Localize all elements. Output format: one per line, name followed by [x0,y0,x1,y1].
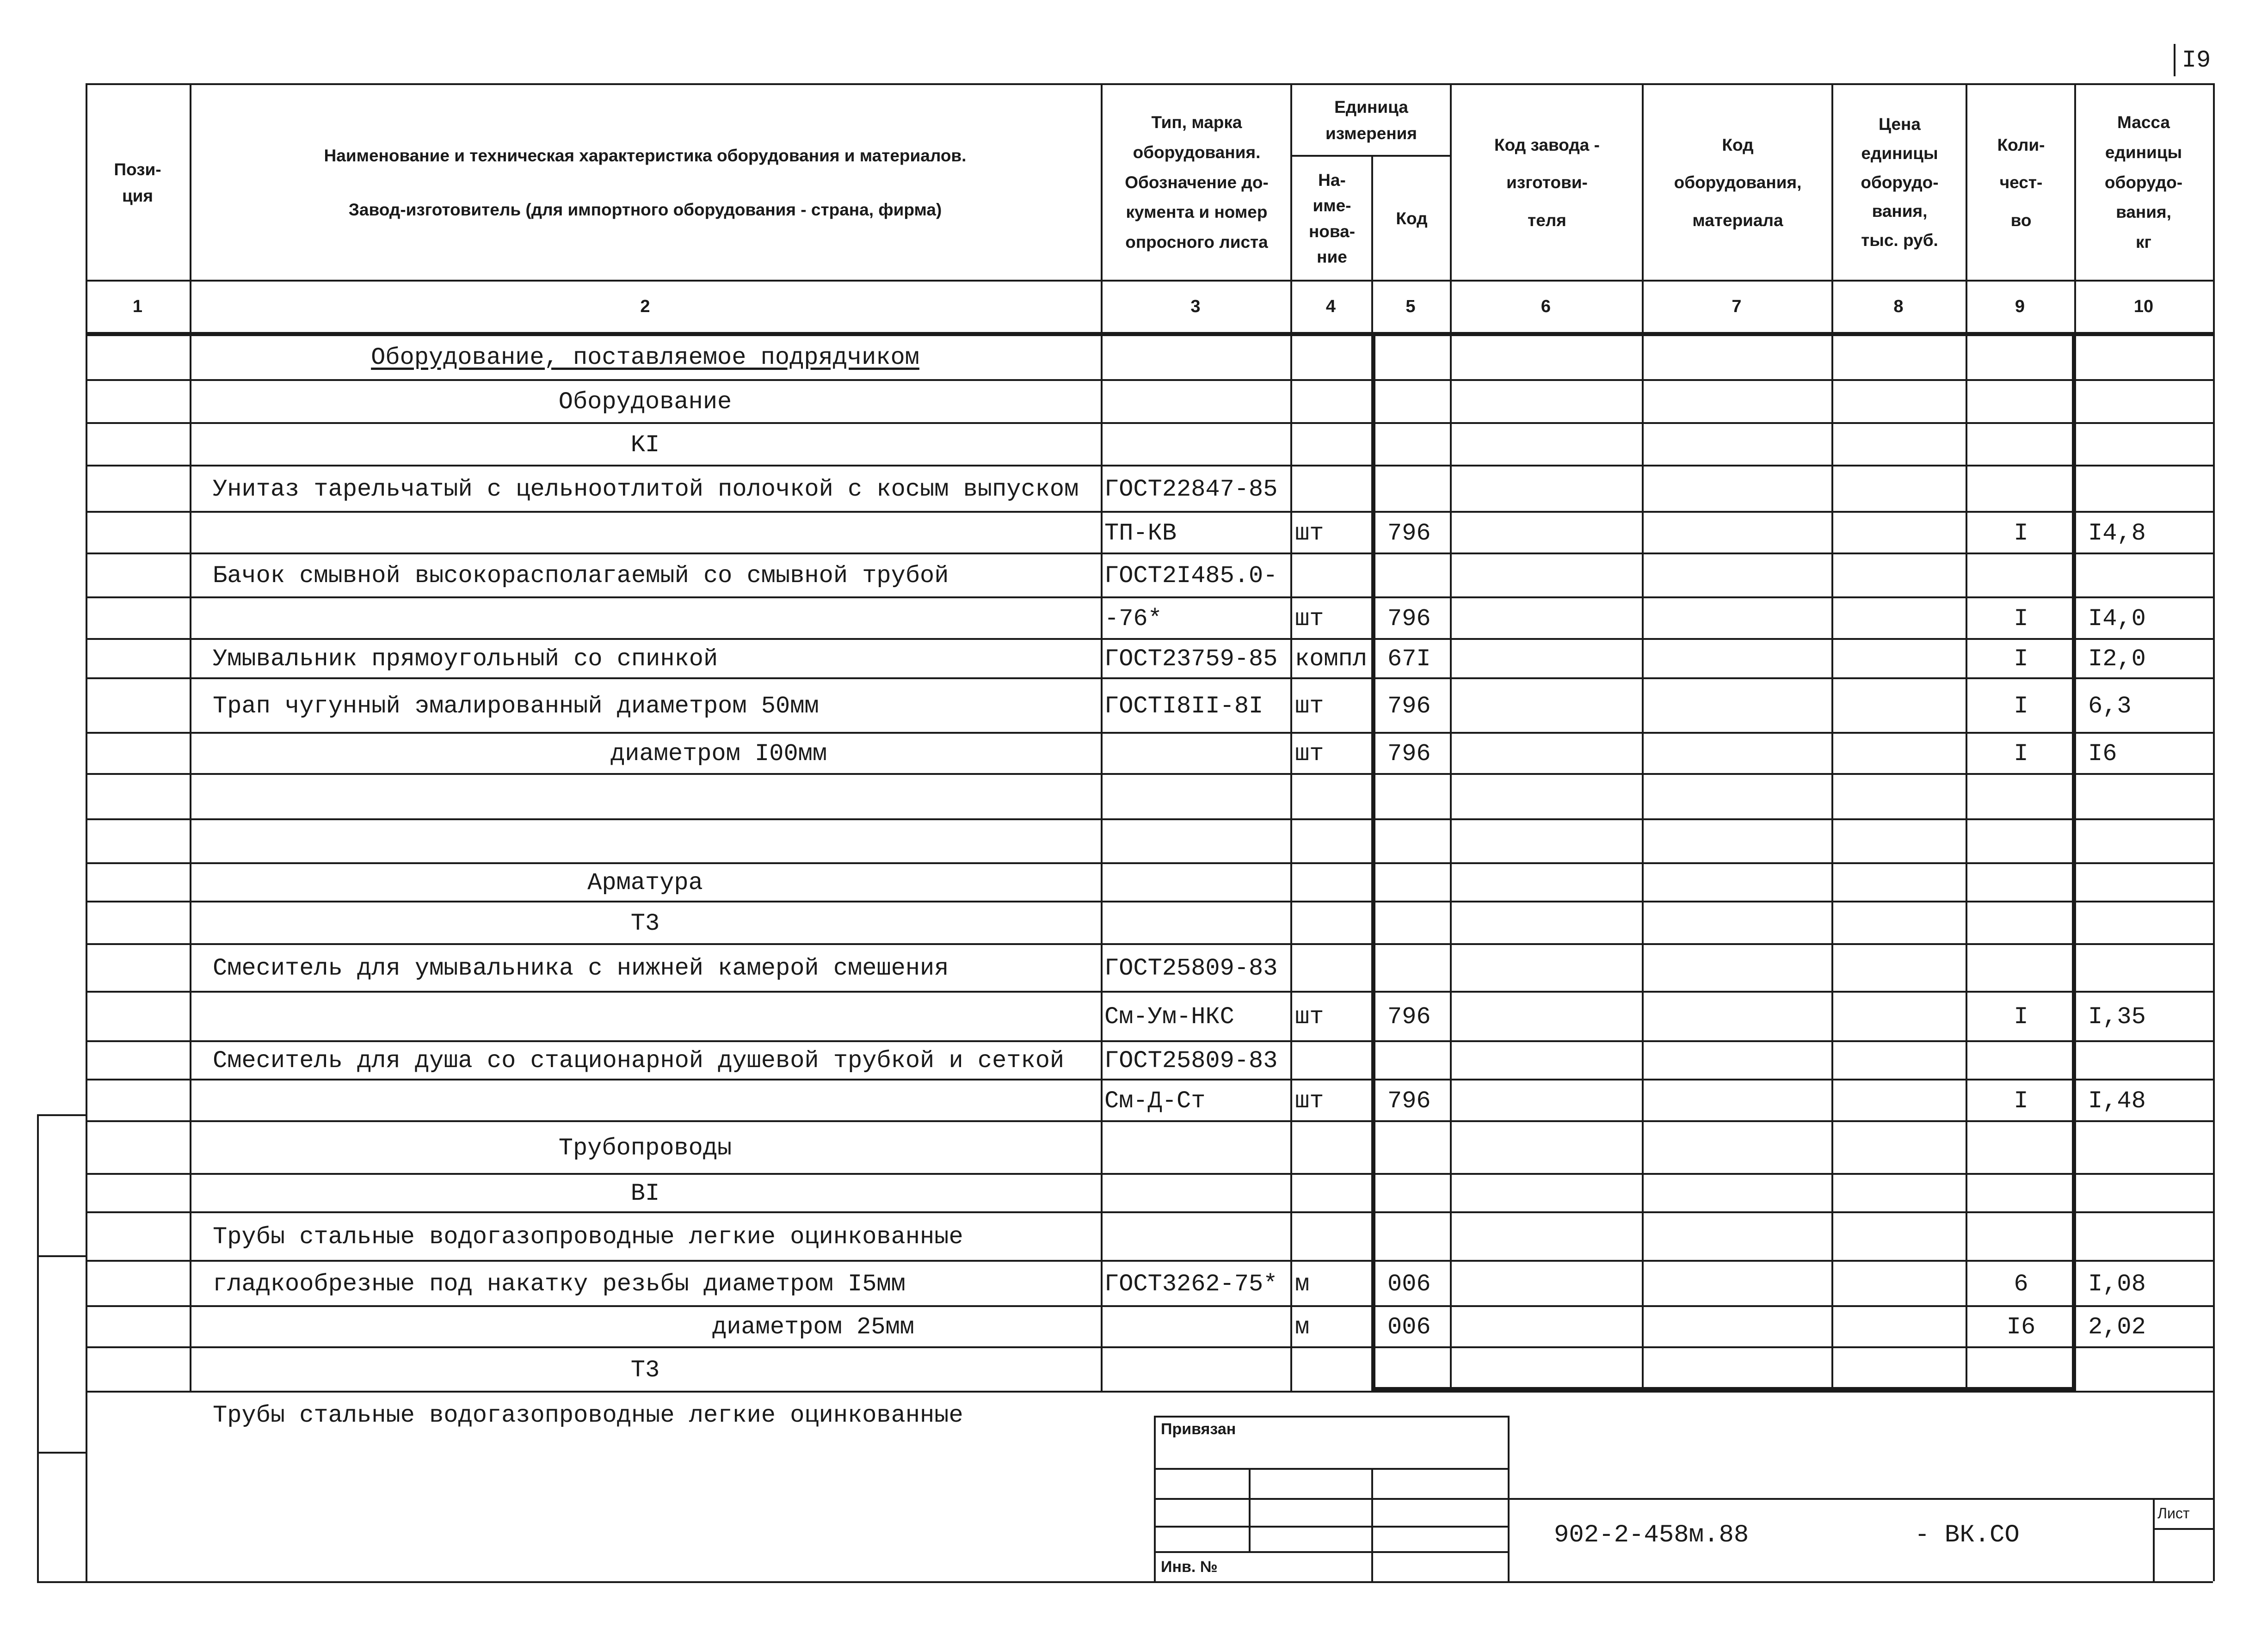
item-mass: 6,3 [2088,692,2132,720]
row-divider [86,677,2213,679]
binding-strip-line [37,1114,39,1581]
row-divider [86,1120,2213,1122]
item-type: ГОСТ22847-85 [1104,475,1278,503]
header-unit-name: На- име- нова- ние [1308,170,1356,266]
item-mass: 2,02 [2088,1314,2146,1341]
row-divider [86,596,2213,598]
item-name: Умывальник прямоугольный со спинкой [213,645,718,673]
stamp-line [1154,1498,1508,1500]
item-unit-code: 006 [1387,1270,1431,1298]
stamp-line [1154,1526,1508,1528]
item-name: Оборудование, поставляемое подрядчиком [371,344,919,371]
item-name: Трап чугунный эмалированный диаметром 50мм [213,692,819,720]
item-type: ГОСТ23759-85 [1104,645,1278,673]
binding-strip-line [37,1114,86,1116]
item-quantity: I [2014,645,2028,673]
column-number: 5 [1405,296,1416,316]
item-quantity: I [2014,692,2028,720]
item-type: ГОСТ3262-75* [1104,1270,1278,1298]
item-unit-code: 006 [1387,1314,1431,1341]
binding-strip-line [37,1452,86,1454]
item-name: Т3 [630,1356,660,1384]
header-mass: Масса единицы оборудо- вания, кг [2104,113,2183,252]
column-number: 6 [1541,296,1551,316]
column-number: 3 [1190,296,1201,316]
item-name: диаметром I00мм [610,740,827,767]
stamp-line [1154,1551,1508,1553]
item-name: Трубы стальные водогазопроводные легкие оцинкованные [213,1401,963,1429]
item-name: KI [630,431,660,459]
thick-box-bottom [1371,1387,2074,1391]
item-unit: шт [1295,1087,1324,1115]
item-quantity: I [2014,740,2028,767]
column-number: 9 [2015,296,2025,316]
column-number: 7 [1732,296,1742,316]
row-divider [86,991,2213,993]
title-block-top [1508,1498,2213,1500]
grid-line [190,83,191,1391]
item-mass: I4,8 [2088,519,2146,547]
stamp-col [1371,1468,1373,1581]
header-name: Наименование и техническая характеристика оборудования и материалов. Завод-изготовитель (для импортного оборудования - страна, фирма) [324,146,967,219]
row-divider [86,1211,2213,1213]
item-name: гладкообрезные под накатку резьбы диаметром I5мм [213,1270,906,1298]
row-divider [86,732,2213,734]
row-divider [86,901,2213,902]
item-name: Бачок смывной высокорасполагаемый со смывной трубой [213,562,949,589]
row-divider [86,1260,2213,1262]
row-divider [86,1079,2213,1080]
grid-line [1101,83,1103,1391]
item-type: ГОСТ2I485.0- [1104,562,1278,589]
item-quantity: I6 [2006,1314,2036,1341]
row-divider [86,943,2213,945]
row-divider [86,511,2213,513]
item-name: Унитаз тарельчатый с цельноотлитой полочкой с косым выпуском [213,475,1079,503]
item-mass: I6 [2088,740,2117,767]
item-name: Арматура [587,869,703,896]
item-name: Т3 [630,909,660,937]
header-quantity: Коли- чест- во [1997,135,2045,230]
item-quantity: I [2014,1003,2028,1031]
item-unit: компл [1295,645,1368,673]
sheet-label: Лист [2157,1505,2190,1522]
column-number: 1 [132,296,143,316]
item-type: -76* [1104,605,1162,632]
item-name: Трубопроводы [558,1134,732,1162]
item-name: Оборудование [558,388,732,416]
header-position: Пози- ция [114,160,161,205]
item-unit: шт [1295,605,1324,632]
item-name: Смеситель для душа со стационарной душевой трубкой и сеткой [213,1047,1065,1074]
grid-line [1450,83,1452,1391]
row-divider [86,1040,2213,1042]
item-mass: I2,0 [2088,645,2146,673]
row-divider [86,1346,2213,1348]
item-unit-code: 796 [1387,519,1431,547]
item-mass: I4,0 [2088,605,2146,632]
item-unit-code: 796 [1387,605,1431,632]
item-unit: шт [1295,519,1324,547]
stamp-left [1154,1416,1156,1581]
document-suffix: - ВК.СО [1915,1521,2020,1549]
sheet-box-divider [2153,1528,2213,1530]
item-type: См-Ум-НКС [1104,1003,1234,1031]
stamp-col [1249,1468,1251,1551]
column-number: 2 [640,296,650,316]
item-name: Трубы стальные водогазопроводные легкие оцинкованные [213,1223,963,1251]
row-divider [86,552,2213,554]
item-type: См-Д-Ст [1104,1087,1206,1115]
row-divider [86,773,2213,775]
item-name: Смеситель для умывальника с нижней камерой смешения [213,955,949,982]
thick-box-left [1371,332,1375,1391]
unit-group-divider [1290,155,1450,157]
row-divider [86,862,2213,864]
item-unit-code: 796 [1387,740,1431,767]
item-name: BI [630,1180,660,1207]
column-numbers-bottom-border [86,332,2213,336]
row-divider [86,422,2213,424]
header-bottom-border [86,280,2213,282]
document-code: 902-2-458м.88 [1554,1521,1749,1549]
item-quantity: 6 [2014,1270,2028,1298]
item-quantity: I [2014,1087,2028,1115]
item-type: ГОСТI8II-8I [1104,692,1263,720]
item-unit-code: 796 [1387,1003,1431,1031]
item-type: ТП-КВ [1104,519,1177,547]
binding-strip-line [37,1255,86,1257]
sheet-bottom-border [37,1581,2213,1583]
grid-line [1290,83,1292,1391]
column-number: 4 [1325,296,1336,316]
page-number-box [2174,44,2217,76]
item-unit: шт [1295,740,1324,767]
item-unit-code: 796 [1387,1087,1431,1115]
sheet-box-left [2153,1498,2155,1581]
item-mass: I,08 [2088,1270,2146,1298]
item-type: ГОСТ25809-83 [1104,955,1278,982]
stamp-top [1154,1416,1508,1418]
item-unit: м [1295,1270,1310,1298]
item-mass: I,35 [2088,1003,2146,1031]
table-right-border [2213,83,2215,1581]
row-divider [86,465,2213,467]
row-divider [86,1173,2213,1175]
row-divider [86,1305,2213,1307]
grid-line [1966,83,1967,1391]
page-number: I9 [2182,46,2211,74]
row-divider [86,638,2213,640]
header-unit-code: Код [1396,209,1428,228]
stamp-inv-no: Инв. № [1161,1558,1218,1576]
header-type: Тип, марка оборудования. Обозначение до- кумента и номер опросного листа [1125,113,1269,252]
row-divider [86,818,2213,820]
grid-line [1831,83,1833,1391]
item-unit-code: 796 [1387,692,1431,720]
item-unit: шт [1295,1003,1324,1031]
header-price: Цена единицы оборудо- вания, тыс. руб. [1861,114,1939,250]
item-unit: м [1295,1314,1310,1341]
row-divider [86,379,2213,381]
header-equipment-code: Код оборудования, материала [1674,135,1802,230]
item-quantity: I [2014,519,2028,547]
header-factory-code: Код завода - изготови- теля [1494,135,1600,230]
column-number: 8 [1893,296,1904,316]
header-unit-group: Единица измерения [1325,97,1418,143]
item-type: ГОСТ25809-83 [1104,1047,1278,1074]
stamp-line [1154,1468,1508,1470]
column-number: 10 [2133,296,2154,316]
thick-box-right [2072,332,2076,1391]
item-name: диаметром 25мм [712,1314,914,1341]
item-quantity: I [2014,605,2028,632]
item-unit: шт [1295,692,1324,720]
table-top-border [86,83,2213,85]
grid-line [1642,83,1644,1391]
item-unit-code: 67I [1387,645,1431,673]
table-left-border [86,83,87,1581]
item-mass: I,48 [2088,1087,2146,1115]
stamp-privyazan: Привязан [1161,1420,1236,1438]
